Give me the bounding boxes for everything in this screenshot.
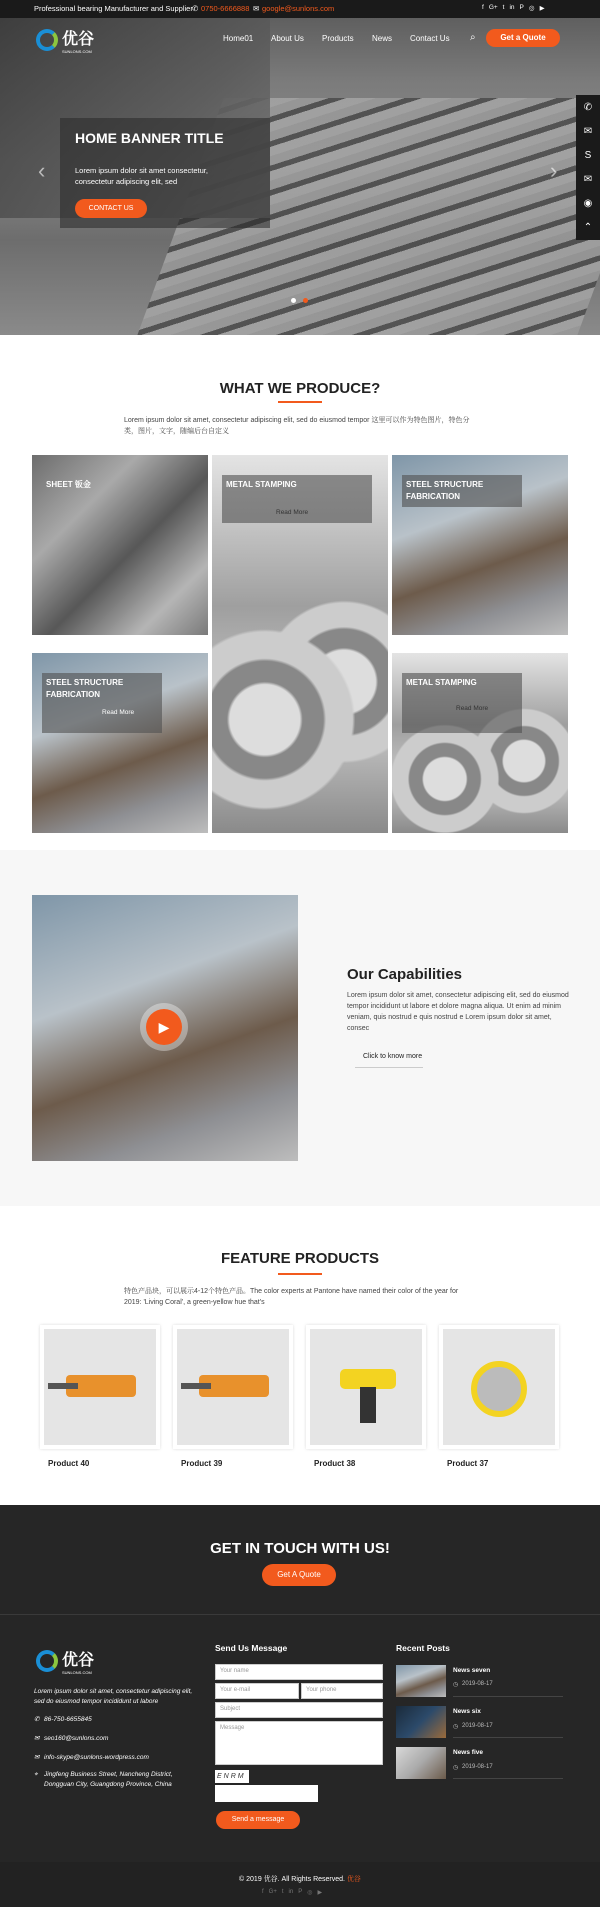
tagline: Professional bearing Manufacturer and Supplier: [34, 4, 193, 13]
copyright-link[interactable]: 优谷: [346, 1876, 361, 1883]
tile-label: STEEL STRUCTURE FABRICATION: [402, 475, 522, 507]
mail-icon: ✉: [34, 1735, 40, 1742]
name-input[interactable]: Your name: [215, 1664, 383, 1680]
tile-steel-structure-1[interactable]: [392, 455, 568, 635]
logo-icon: [36, 1650, 58, 1672]
logo-icon: [36, 29, 58, 51]
captcha-image: ENRM: [215, 1770, 249, 1783]
divider: [453, 1778, 563, 1779]
top-bar: [0, 0, 600, 18]
location-icon: ⌖: [34, 1771, 38, 1778]
hero-prev-arrow[interactable]: ‹: [38, 158, 46, 183]
back-to-top-icon[interactable]: ⌃: [583, 222, 593, 234]
tile-label: SHEET 钣金: [46, 480, 91, 489]
nav-contact[interactable]: Contact Us: [410, 34, 450, 43]
phone-icon: ✆: [192, 4, 199, 13]
hero-text: Lorem ipsum dolor sit amet consectetur, consectetur adipiscing elit, sed: [75, 166, 208, 186]
read-more-link[interactable]: Read More: [456, 705, 489, 712]
product-name[interactable]: Product 38: [314, 1459, 356, 1468]
tile-label: METAL STAMPING: [222, 475, 372, 523]
hero-title: HOME BANNER TITLE: [75, 130, 224, 146]
footer-email-2[interactable]: info-skype@sunlons-wordpress.com: [44, 1754, 149, 1761]
read-more-link[interactable]: Read More: [102, 709, 135, 716]
footer-email-1[interactable]: seo160@sunlons.com: [44, 1735, 109, 1742]
tile-sheet[interactable]: [32, 455, 208, 635]
post-date: 2019-08-17: [462, 1764, 493, 1770]
email-icon[interactable]: ✉: [583, 174, 593, 186]
product-image[interactable]: [443, 1329, 555, 1445]
know-more-link[interactable]: Click to know more: [363, 1053, 423, 1060]
product-image[interactable]: [177, 1329, 289, 1445]
copyright-line: [0, 1874, 600, 1884]
hero-next-arrow[interactable]: ›: [550, 158, 558, 183]
facebook-icon[interactable]: f: [482, 4, 484, 11]
youtube-icon[interactable]: ▶: [317, 1890, 323, 1896]
logo-subtext: SUNLONS.COM: [62, 49, 92, 54]
chainsaw-bar-icon: [48, 1383, 78, 1389]
tile-metal-stamping-1[interactable]: [212, 455, 388, 833]
product-name[interactable]: Product 37: [447, 1459, 489, 1468]
instagram-icon[interactable]: ◎: [307, 1890, 313, 1896]
features-text: 特色产品块，可以展示4-12个特色产品。The color experts at Pantone have named their color of the year for 2019: 'Living Coral', a green-yellow hue that's: [124, 1288, 459, 1306]
capabilities-video[interactable]: [32, 895, 298, 1161]
produce-text: Lorem ipsum dolor sit amet, consectetur adipiscing elit, sed do eiusmod tempor 这里可以作为特色图片，特色分类，图片，文字，随编后台自定义: [124, 417, 470, 435]
captcha-input[interactable]: [215, 1785, 318, 1802]
hero-contact-button[interactable]: CONTACT US: [75, 199, 147, 218]
skype-icon[interactable]: S: [584, 149, 592, 161]
mail-icon: ✉: [34, 1754, 40, 1761]
nav-products[interactable]: Products: [322, 34, 354, 43]
copyright-bar: [0, 1862, 600, 1907]
pinterest-icon[interactable]: P: [298, 1889, 303, 1895]
post-thumbnail[interactable]: [396, 1747, 446, 1779]
clock-icon: ◷: [453, 1682, 459, 1688]
tile-label: METAL STAMPING: [402, 673, 522, 733]
send-message-button[interactable]: Send a message: [216, 1811, 300, 1829]
hero-banner: [0, 18, 600, 335]
copyright-text: © 2019 优谷. All Rights Reserved.: [239, 1876, 345, 1883]
search-icon[interactable]: ⌕: [470, 32, 476, 43]
features-title: FEATURE PRODUCTS: [220, 1250, 380, 1267]
drill-icon: [340, 1369, 396, 1389]
phone-icon: ✆: [34, 1716, 40, 1723]
footer-logo[interactable]: [36, 1647, 94, 1675]
capabilities-text: Lorem ipsum dolor sit amet, consectetur adipiscing elit, sed do eiusmod tempor incididunt ut labore et dolore magna aliqua. Ut enim ad minim veniam, quis nostrud e quis nostrud e Lorem ipsum dolor sit amet, consec: [347, 992, 569, 1032]
subject-input[interactable]: Subject: [215, 1702, 383, 1718]
divider: [453, 1696, 563, 1697]
post-title[interactable]: News seven: [453, 1667, 491, 1674]
top-social: [482, 4, 545, 12]
youtube-icon[interactable]: ▶: [539, 5, 545, 12]
product-card[interactable]: [439, 1325, 559, 1449]
cta-section: [0, 1505, 600, 1615]
play-icon[interactable]: ▶: [146, 1009, 182, 1045]
whatsapp-icon[interactable]: ✉: [583, 125, 593, 137]
capabilities-title: Our Capabilities: [347, 966, 463, 983]
footer-social: [262, 1889, 322, 1896]
google-plus-icon[interactable]: G+: [268, 1889, 277, 1895]
cta-title: GET IN TOUCH WITH US!: [210, 1540, 390, 1557]
phone-input[interactable]: Your phone: [301, 1683, 383, 1699]
posts-title: Recent Posts: [396, 1643, 450, 1653]
post-title[interactable]: News five: [453, 1749, 483, 1756]
product-image[interactable]: [44, 1329, 156, 1445]
clock-icon: ◷: [453, 1765, 459, 1771]
site-logo[interactable]: [36, 26, 94, 54]
message-input[interactable]: Message: [215, 1721, 383, 1765]
clock-icon: ◷: [453, 1724, 459, 1730]
tile-metal-stamping-2[interactable]: [392, 653, 568, 833]
pinterest-icon[interactable]: P: [519, 4, 524, 11]
logo-text: 优谷: [62, 1652, 95, 1669]
nav-news[interactable]: News: [372, 34, 393, 43]
divider: [453, 1737, 563, 1738]
facebook-icon[interactable]: f: [262, 1889, 264, 1895]
twitter-icon[interactable]: t: [502, 4, 505, 11]
product-name[interactable]: Product 39: [181, 1459, 223, 1468]
slider-dot-1[interactable]: [291, 298, 296, 303]
twitter-icon[interactable]: t: [281, 1889, 284, 1895]
footer-address: Jingfeng Business Street, Nancheng District, Dongguan City, Guangdong Province, China: [44, 1771, 173, 1788]
footer: [0, 1615, 600, 1862]
tile-label: STEEL STRUCTURE FABRICATION: [42, 673, 162, 733]
drill-handle-icon: [360, 1387, 376, 1423]
nav-home[interactable]: Home01: [223, 34, 254, 43]
post-date: 2019-08-17: [462, 1681, 493, 1687]
email-input[interactable]: Your e-mail: [215, 1683, 299, 1699]
linkedin-icon[interactable]: in: [509, 4, 515, 11]
cta-quote-button[interactable]: Get A Quote: [262, 1564, 336, 1586]
mail-icon: ✉: [253, 4, 260, 13]
product-image[interactable]: [310, 1329, 422, 1445]
footer-about: Lorem ipsum dolor sit amet, consectetur adipiscing elit, sed do eiusmod tempor incididunt ut labore: [34, 1688, 193, 1705]
read-more-link[interactable]: Read More: [276, 509, 309, 516]
product-card[interactable]: [306, 1325, 426, 1449]
instagram-icon[interactable]: ◎: [528, 5, 535, 12]
logo-subtext: SUNLONS.COM: [62, 1670, 92, 1675]
main-nav: [0, 18, 600, 58]
top-email[interactable]: google@sunlons.com: [262, 4, 335, 13]
top-phone[interactable]: 0750-6666888: [201, 4, 250, 13]
know-more-underline: [355, 1067, 423, 1068]
product-card[interactable]: [173, 1325, 293, 1449]
form-title: Send Us Message: [215, 1643, 288, 1653]
google-plus-icon[interactable]: G+: [488, 4, 498, 11]
produce-title: WHAT WE PRODUCE?: [219, 380, 381, 397]
nav-about[interactable]: About Us: [271, 34, 304, 43]
post-title[interactable]: News six: [453, 1708, 481, 1715]
phone-icon[interactable]: ✆: [583, 101, 593, 113]
floating-contact-bar: [576, 95, 600, 240]
footer-phone: 86-750-6655845: [44, 1716, 92, 1723]
qq-icon[interactable]: ◉: [583, 198, 593, 210]
chainsaw-bar-icon: [181, 1383, 211, 1389]
produce-underline: [278, 401, 322, 403]
post-date: 2019-08-17: [462, 1723, 493, 1729]
linkedin-icon[interactable]: in: [288, 1889, 294, 1895]
product-card[interactable]: [40, 1325, 160, 1449]
nav-quote-button[interactable]: Get a Quote: [486, 29, 560, 47]
slider-dot-2[interactable]: [303, 298, 308, 303]
post-thumbnail[interactable]: [396, 1706, 446, 1738]
product-name[interactable]: Product 40: [48, 1459, 90, 1468]
logo-text: 优谷: [62, 31, 95, 48]
post-thumbnail[interactable]: [396, 1665, 446, 1697]
features-underline: [278, 1273, 322, 1275]
circular-saw-icon: [471, 1361, 527, 1417]
tile-steel-structure-2[interactable]: [32, 653, 208, 833]
